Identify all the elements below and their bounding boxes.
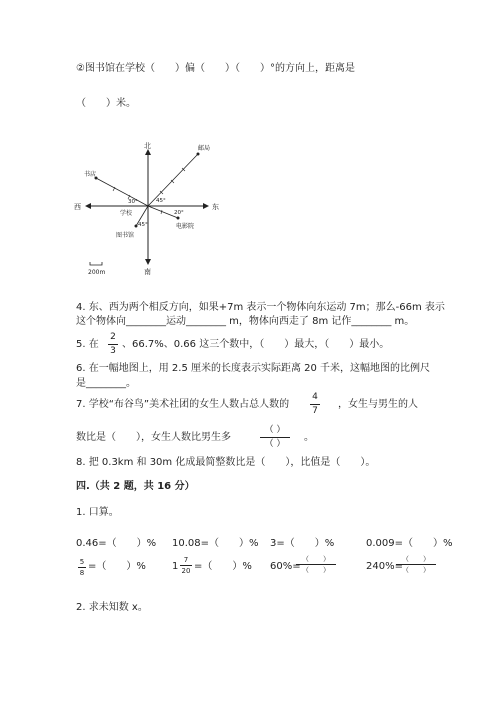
label-post-office: 邮局 (198, 145, 211, 152)
label-angle-20: 20° (174, 210, 184, 216)
q5-frac-den: 3 (110, 346, 116, 356)
label-bookstore: 书店 (84, 171, 97, 178)
oral-r1-c1: 0.46=（ ）% (76, 538, 157, 549)
q7-line1: 7. 学校“布谷鸟”美术社团的女生人数占总人数的 (76, 399, 290, 410)
cinema-dot (177, 217, 180, 220)
label-west: 西 (74, 203, 81, 211)
label-library: 图书馆 (116, 232, 135, 239)
q7-line2-end: 。 (304, 432, 314, 443)
label-angle-45a: 45° (156, 198, 166, 204)
q7-line2: 数比是（ ），女生人数比男生多 (76, 432, 231, 443)
section-title: 四.（共 2 题，共 16 分） (76, 481, 195, 492)
q6-line2: 是________。 (76, 378, 136, 389)
ray-bookstore (96, 178, 148, 206)
q4-line2: 这个物体向________运动________ m，物体向西走了 8m 记作________ m。 (76, 316, 415, 327)
q7-line1-end: ，女生与男生的人 (338, 399, 418, 410)
oral-r2-d-num: （ ） (402, 555, 430, 563)
ray-ticks (113, 168, 185, 214)
q4-line1: 4. 东、西为两个相反方向，如果+7m 表示一个物体向东运动 7m；那么-66m 表示 (76, 302, 445, 313)
oral-r1-c2: 10.08=（ ）% (172, 538, 259, 549)
q2-line2: （ ）米。 (76, 98, 136, 109)
q7-fraction (310, 392, 320, 417)
oral-r2-c: 60%= (270, 561, 301, 572)
oral-r2-c-num: （ ） (302, 555, 330, 563)
oral-r2-a-rest: =（ ）% (88, 561, 146, 572)
oral-title: 1. 口算。 (76, 507, 119, 518)
oral-r2-b-whole: 1 (172, 561, 179, 572)
q5-frac-num: 2 (110, 332, 116, 342)
oral-r2-a-fraction (78, 558, 86, 577)
oral-r2-b-fraction (180, 556, 192, 575)
label-south: 南 (144, 268, 151, 276)
oral-r2-b-num: 7 (183, 556, 189, 564)
oral-r2-d-fraction (396, 555, 436, 574)
direction-map (70, 136, 240, 286)
oral-r2-d-den: （ ） (402, 566, 430, 574)
q7-blank-fraction (260, 425, 290, 450)
q5-rest: 、66.7%、0.66 这三个数中，（ ）最大，（ ）最小。 (122, 339, 390, 350)
label-angle-45b: 45° (138, 222, 148, 228)
q7-frac-num: 4 (312, 392, 318, 402)
post-office-dot (197, 153, 200, 156)
label-north: 北 (144, 142, 151, 150)
q8-text: 8. 把 0.3km 和 30m 化成最简整数比是（ ），比值是（ ）。 (76, 457, 376, 468)
q7-blank-num: （ ） (264, 425, 286, 435)
oral-r2-d: 240%= (366, 561, 403, 572)
unknown-title: 2. 求未知数 x。 (76, 602, 148, 613)
oral-r2-b-den: 20 (181, 567, 191, 575)
label-school: 学校 (120, 210, 133, 217)
q5-prefix: 5. 在 (76, 339, 99, 350)
label-east: 东 (212, 203, 219, 211)
oral-r2-c-fraction (296, 555, 336, 574)
q5-fraction (108, 332, 118, 357)
oral-r1-c4: 0.009=（ ）% (366, 538, 453, 549)
q7-blank-den: （ ） (264, 439, 286, 449)
q6-line1: 6. 在一幅地图上，用 2.5 厘米的长度表示实际距离 20 千米，这幅地图的比例尺 (76, 363, 431, 374)
oral-r2-a-num: 5 (79, 558, 85, 566)
label-scale: 200m (88, 269, 106, 276)
q7-frac-den: 7 (312, 406, 318, 416)
label-angle-30: 30° (128, 199, 138, 205)
q2-line1: ②图书馆在学校（ ）偏（ ）（ ）°的方向上，距离是 (76, 63, 355, 74)
scale-bar (90, 262, 102, 265)
oral-r2-a-den: 8 (79, 569, 85, 577)
oral-r2-c-den: （ ） (302, 566, 330, 574)
oral-r2-b-rest: =（ ）% (194, 561, 252, 572)
oral-r1-c3: 3=（ ）% (270, 538, 335, 549)
label-cinema: 电影院 (176, 223, 195, 230)
